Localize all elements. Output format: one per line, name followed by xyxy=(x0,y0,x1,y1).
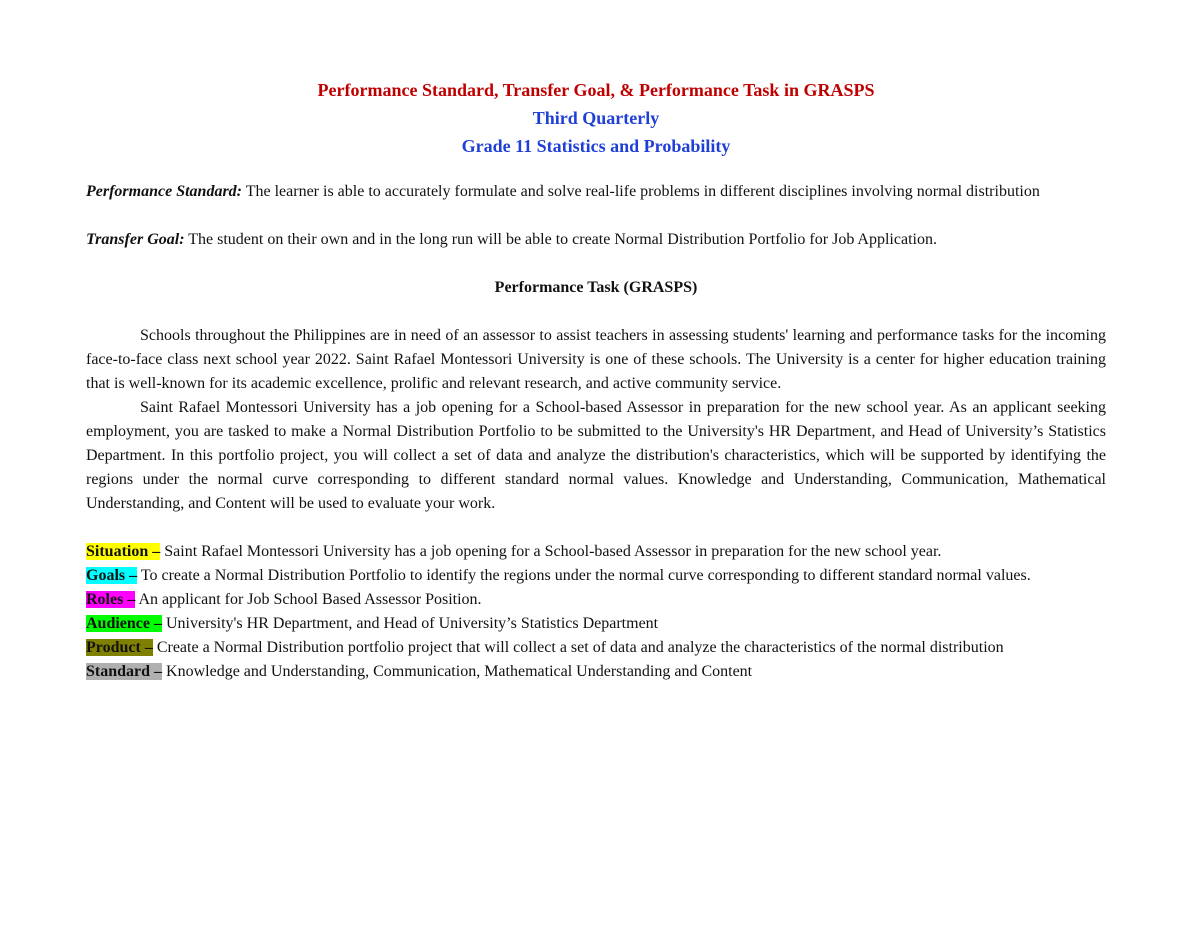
grasps-goals xyxy=(86,564,1106,588)
transfer-goal-paragraph xyxy=(86,228,1106,252)
situation-text: Saint Rafael Montessori University has a job opening for a School-based Assessor in preparation for the new school year. xyxy=(160,543,942,560)
standard-label: Standard – xyxy=(86,663,163,680)
product-label: Product – xyxy=(86,639,153,656)
performance-task-heading: Performance Task (GRASPS) xyxy=(494,279,698,296)
audience-text: University's HR Department, and Head of University’s Statistics Department xyxy=(162,615,659,632)
transfer-goal-label: Transfer Goal: xyxy=(86,231,185,248)
grasps-roles xyxy=(86,588,1106,612)
document-title-block xyxy=(86,76,1106,160)
transfer-goal-text: The student on their own and in the long run will be able to create Normal Distribution Portfolio for Job Application. xyxy=(184,231,937,248)
situation-label: Situation – xyxy=(86,543,161,560)
document-title: Performance Standard, Transfer Goal, & Performance Task in GRASPS xyxy=(317,80,875,100)
standard-text: Knowledge and Understanding, Communication, Mathematical Understanding and Content xyxy=(162,663,753,680)
grasps-standard xyxy=(86,660,1106,684)
grasps-audience xyxy=(86,612,1106,636)
grasps-product xyxy=(86,636,1106,660)
product-text: Create a Normal Distribution portfolio project that will collect a set of data and analyze the characteristics of the normal distribution xyxy=(152,639,1004,656)
goals-label: Goals – xyxy=(86,567,138,584)
goals-text: To create a Normal Distribution Portfolio to identify the regions under the normal curve corresponding to different standard normal values. xyxy=(137,567,1031,584)
document-subtitle-quarter: Third Quarterly xyxy=(532,108,660,128)
performance-standard-text: The learner is able to accurately formulate and solve real-life problems in different disciplines involving normal distribution xyxy=(242,183,1040,200)
document-subtitle-subject: Grade 11 Statistics and Probability xyxy=(461,136,731,156)
performance-task-paragraph-1: Schools throughout the Philippines are in need of an assessor to assist teachers in assessing students' learning and performance tasks for the incoming face-to-face class next school year 2022. Saint Rafael Montessori University is one of these schools. The University is a center for higher education training that is well-known for its academic excellence, prolific and relevant research, and active community service. xyxy=(86,327,1106,392)
audience-label: Audience – xyxy=(86,615,162,632)
roles-label: Roles – xyxy=(86,591,136,608)
grasps-situation xyxy=(86,540,1106,564)
roles-text: An applicant for Job School Based Assessor Position. xyxy=(135,591,482,608)
performance-standard-label: Performance Standard: xyxy=(86,183,242,200)
performance-standard-paragraph xyxy=(86,180,1106,204)
performance-task-paragraph-2: Saint Rafael Montessori University has a job opening for a School-based Assessor in preparation for the new school year. As an applicant seeking employment, you are tasked to make a Normal Distribution Portfolio to be submitted to the University's HR Department, and Head of University’s Statistics Department. In this portfolio project, you will collect a set of data and analyze the distribution's characteristics, which will be supported by identifying the regions under the normal curve corresponding to different standard normal values. Knowledge and Understanding, Communication, Mathematical Understanding, and Content will be used to evaluate your work. xyxy=(86,399,1106,512)
document-page xyxy=(86,76,1106,684)
